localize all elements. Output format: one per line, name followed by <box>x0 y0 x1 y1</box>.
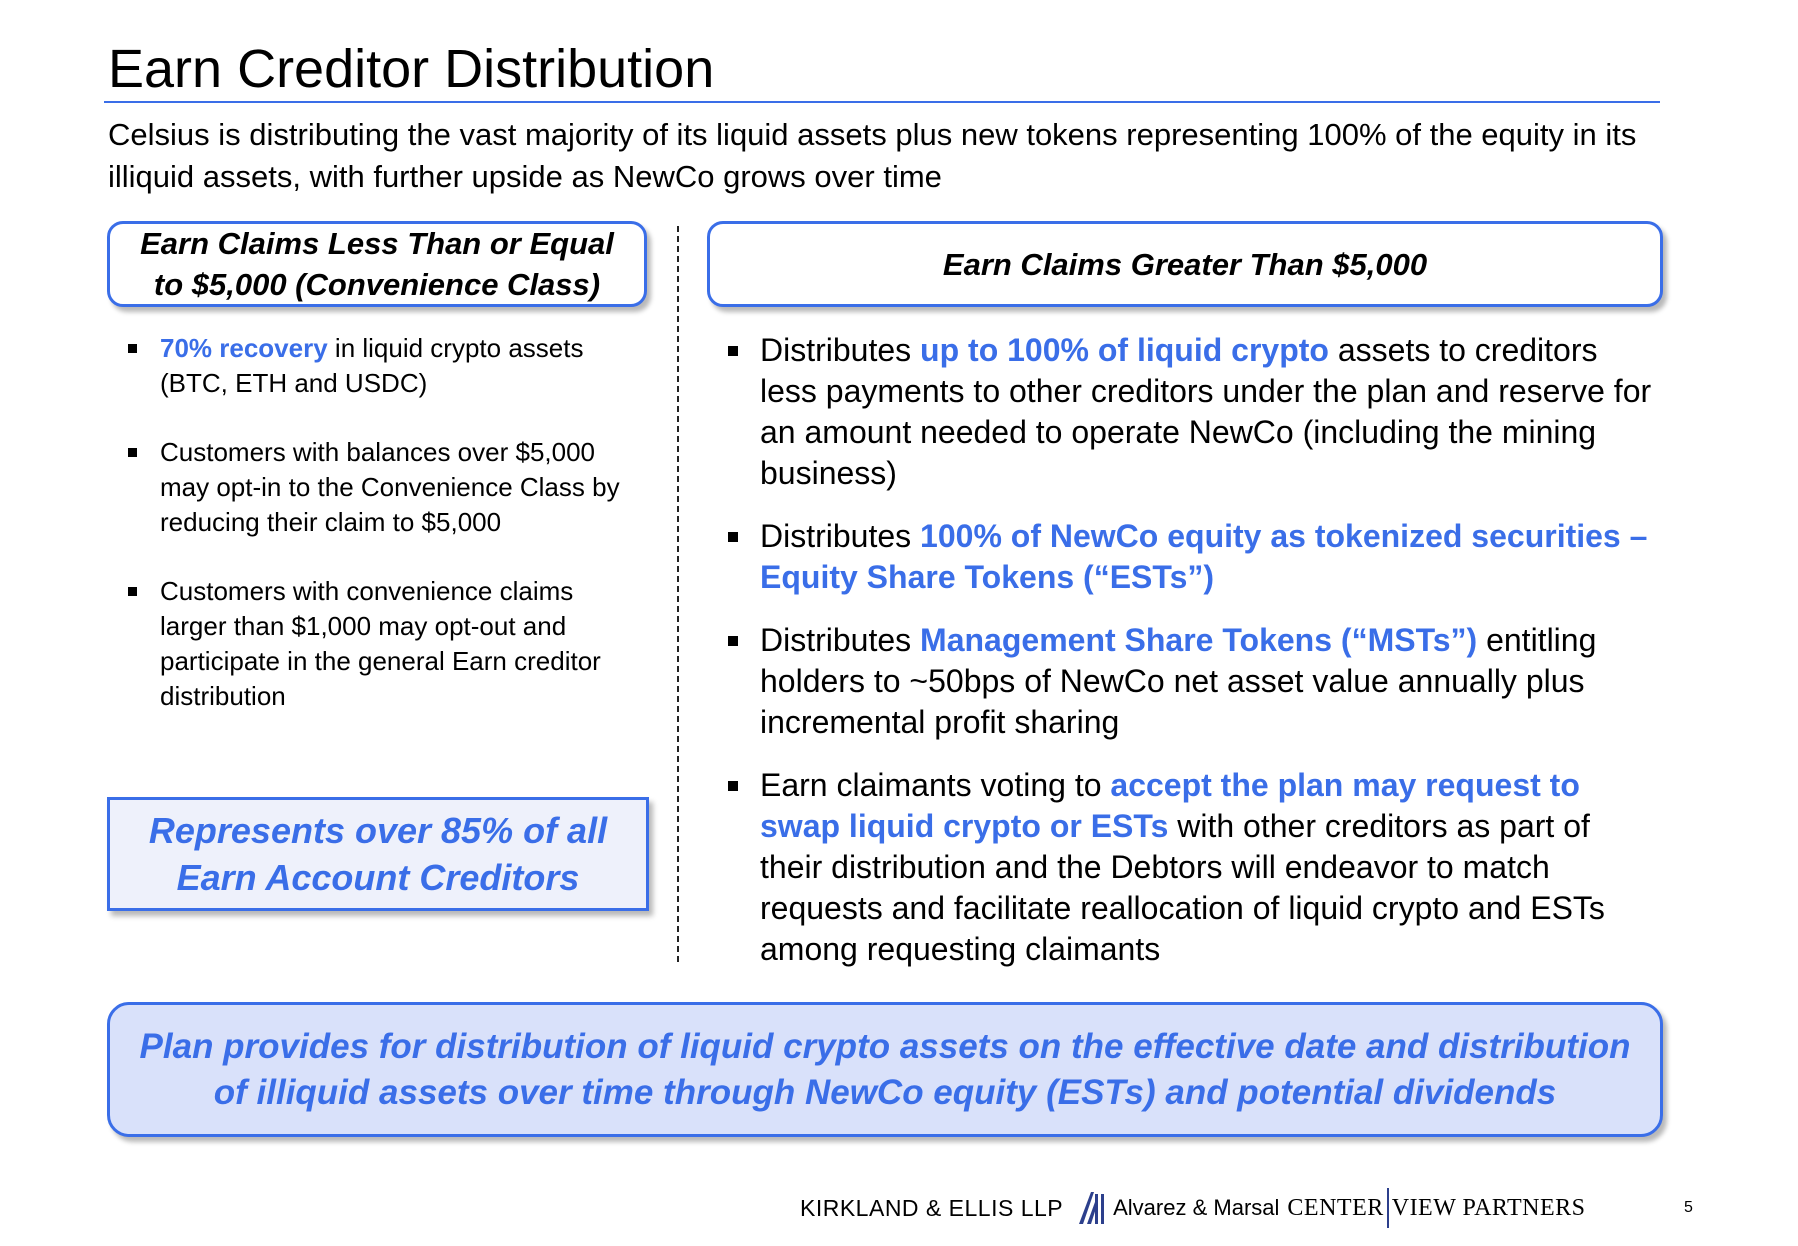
bullet-highlight: 70% recovery <box>160 333 328 363</box>
list-item <box>126 574 646 714</box>
bullet-text-pre: Distributes <box>760 332 921 368</box>
footer-logos <box>800 1188 1586 1228</box>
square-bullet-icon <box>728 346 738 356</box>
list-item <box>126 331 646 401</box>
bullet-highlight: 100% of NewCo equity as tokenized securities – Equity Share Tokens (“ESTs”) <box>760 518 1648 595</box>
bullet-highlight: accept the plan may request to swap liquid crypto or ESTs <box>760 767 1580 844</box>
centerview-divider <box>1387 1188 1389 1228</box>
bullet-text-pre: Earn claimants voting to <box>760 767 1111 803</box>
list-item <box>126 435 646 540</box>
summary-text: Plan provides for distribution of liquid crypto assets on the effective date and distribution of illiquid assets over time through NewCo equity (ESTs) and potential dividends <box>139 1026 1631 1112</box>
list-item <box>726 330 1656 494</box>
bullet-text-post: entitling holders to ~50bps of NewCo net asset value annually plus incremental profit sharing <box>760 622 1597 740</box>
bullet-text-pre: Distributes <box>760 518 921 554</box>
alvarez-marsal-logo-icon <box>1077 1190 1107 1226</box>
bullet-highlight: Management Share Tokens (“MSTs”) <box>920 622 1478 658</box>
centerview-part1: CENTER <box>1287 1194 1384 1221</box>
convenience-class-stat-box <box>107 797 649 911</box>
square-bullet-icon <box>728 636 738 646</box>
list-item <box>726 620 1656 743</box>
page-number: 5 <box>1684 1199 1693 1216</box>
list-item <box>726 516 1656 598</box>
centerview-part2: VIEW PARTNERS <box>1391 1194 1586 1221</box>
square-bullet-icon <box>728 781 738 791</box>
alvarez-marsal-name: Alvarez & Marsal <box>1113 1195 1280 1220</box>
bullet-text-pre: Distributes <box>760 622 921 658</box>
square-bullet-icon <box>128 344 137 353</box>
title-underline <box>104 101 1660 103</box>
bullet-text-post: assets to creditors less payments to other creditors under the plan and reserve for an amount needed to operate NewCo (including the mining business) <box>760 332 1652 491</box>
square-bullet-icon <box>728 532 738 542</box>
square-bullet-icon <box>128 587 137 596</box>
right-column-header-text: Earn Claims Greater Than $5,000 <box>942 246 1428 282</box>
bullet-highlight: up to 100% of liquid crypto <box>920 332 1329 368</box>
list-item <box>726 765 1656 970</box>
bullet-text: Customers with convenience claims larger than $1,000 may opt-out and participate in the general Earn creditor distribution <box>160 576 601 711</box>
kirkland-ellis-logo: KIRKLAND & ELLIS LLP <box>800 1194 1064 1221</box>
column-divider <box>677 226 679 962</box>
bullet-text: Customers with balances over $5,000 may opt-in to the Convenience Class by reducing their claim to $5,000 <box>160 437 620 537</box>
left-column-header <box>107 221 647 307</box>
right-bullet-list <box>726 330 1656 992</box>
page-title: Earn Creditor Distribution <box>108 39 715 99</box>
bullet-text: in liquid crypto assets (BTC, ETH and USDC) <box>160 333 584 398</box>
page-subtitle: Celsius is distributing the vast majority of its liquid assets plus new tokens representing 100% of the equity in its illiquid assets, with further upside as NewCo grows over time <box>108 117 1637 194</box>
right-column-header <box>707 221 1663 307</box>
square-bullet-icon <box>128 448 137 457</box>
stat-text: Represents over 85% of all Earn Account Creditors <box>148 810 608 898</box>
left-bullet-list <box>126 331 646 748</box>
bullet-text-post: with other creditors as part of their distribution and the Debtors will endeavor to match requests and facilitate reallocation of liquid crypto and ESTs among requesting claimants <box>760 808 1605 967</box>
centerview-logo <box>1287 1188 1585 1228</box>
left-column-header-text: Earn Claims Less Than or Equal to $5,000 (Convenience Class) <box>140 226 614 302</box>
plan-summary-box <box>107 1002 1663 1137</box>
